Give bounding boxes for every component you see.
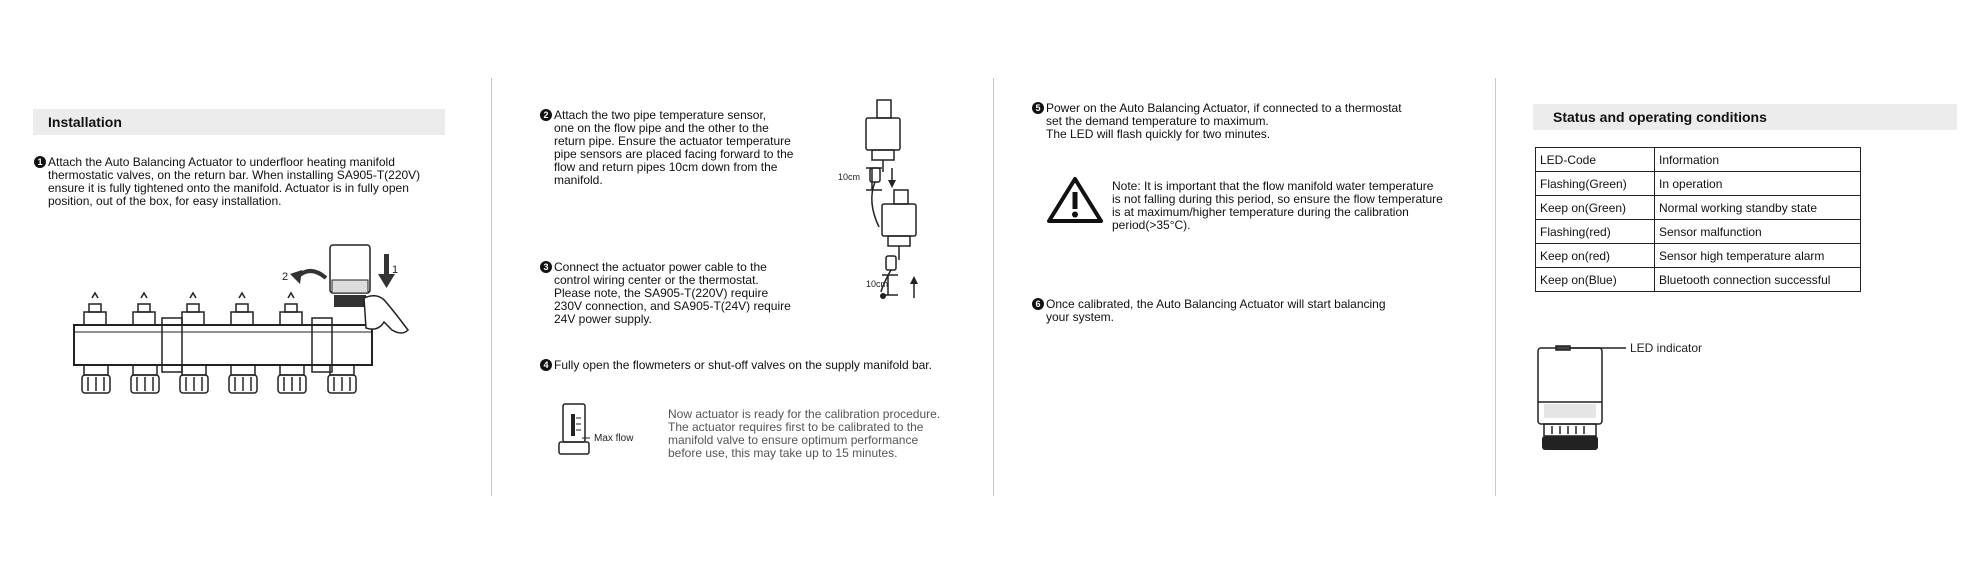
step-4 [540,359,980,372]
status-header [1533,104,1957,130]
flowmeter-icon [556,402,596,458]
step-1-number: 1 [34,156,46,168]
pipe-sensor-illustration [842,100,932,305]
step-5-text: Power on the Auto Balancing Actuator, if connected to a thermostat set the demand temperature to maximum. The LED will flash quickly for two minutes. [1046,101,1402,141]
status-title: Status and operating conditions [1553,109,1767,125]
table-cell-information: Sensor high temperature alarm [1655,244,1861,268]
step-3 [540,261,840,326]
led-indicator-label: LED indicator [1630,341,1703,355]
dimension-label-1: 10cm [838,172,861,182]
column-divider-3 [1495,78,1496,496]
table-cell-information: Normal working standby state [1655,196,1861,220]
max-flow-label: Max flow [594,433,634,444]
column-divider-2 [993,78,994,496]
step-2-text: Attach the two pipe temperature sensor, one on the flow pipe and the other to the return pipe. Ensure the actuator temperature pipe sensors are placed facing forward to the flow and return pipes 10cm down from the manifold. [554,108,794,187]
table-cell-information: In operation [1655,172,1861,196]
installation-header [33,109,445,135]
table-cell-led-code: Keep on(Blue) [1536,268,1655,292]
table-row [1536,196,1861,220]
table-cell-led-code: Keep on(Green) [1536,196,1655,220]
table-row [1536,244,1861,268]
installation-title: Installation [48,114,122,130]
actuator-led-illustration [1530,340,1640,470]
step-6-number: 6 [1032,298,1044,310]
warning-note-text: Note: It is important that the flow manifold water temperature is not falling during this period, so ensure the flow temperature is at maximum/higher temperature during the calibration period(>35°C). [1112,179,1443,232]
figure-label-2: 2 [282,271,289,283]
led-status-table [1535,147,1861,292]
table-cell-information: Bluetooth connection successful [1655,268,1861,292]
table-row [1536,172,1861,196]
step-3-text: Connect the actuator power cable to the control wiring center or the thermostat. Please note, the SA905-T(220V) require 230V connection, and SA905-T(24V) require 24V power supply. [554,260,791,326]
calibration-note [668,408,988,460]
table-cell-led-code: Keep on(red) [1536,244,1655,268]
table-header-information: Information [1655,148,1861,172]
step-2-number: 2 [540,109,552,121]
step-1 [34,156,474,208]
step-5-number: 5 [1032,102,1044,114]
calibration-warning-note [1112,180,1492,232]
step-4-number: 4 [540,359,552,371]
table-cell-information: Sensor malfunction [1655,220,1861,244]
table-header-led-code: LED-Code [1536,148,1655,172]
figure-label-1: 1 [392,264,399,276]
step-2 [540,109,840,187]
table-row [1536,220,1861,244]
step-5 [1032,102,1472,141]
dimension-label-2: 10cm [866,279,889,289]
table-cell-led-code: Flashing(Green) [1536,172,1655,196]
calibration-note-text: Now actuator is ready for the calibration procedure. The actuator requires first to be calibrated to the manifold valve to ensure optimum performance before use, this may take up to 15 minutes. [668,407,941,460]
step-6-text: Once calibrated, the Auto Balancing Actuator will start balancing your system. [1046,297,1386,324]
step-6 [1032,298,1472,324]
warning-triangle-icon [1046,176,1104,224]
table-cell-led-code: Flashing(red) [1536,220,1655,244]
step-1-text: Attach the Auto Balancing Actuator to underfloor heating manifold thermostatic valves, on the return bar. When installing SA905-T(220V) ensure it is fully tightened onto the manifold. Actuator is in fully open position, out of the box, for easy installation. [48,155,421,208]
step-4-text: Fully open the flowmeters or shut-off valves on the supply manifold bar. [554,358,932,372]
table-row [1536,268,1861,292]
table-header-row [1536,148,1861,172]
step-3-number: 3 [540,261,552,273]
column-divider-1 [491,78,492,496]
manifold-illustration [70,240,420,405]
